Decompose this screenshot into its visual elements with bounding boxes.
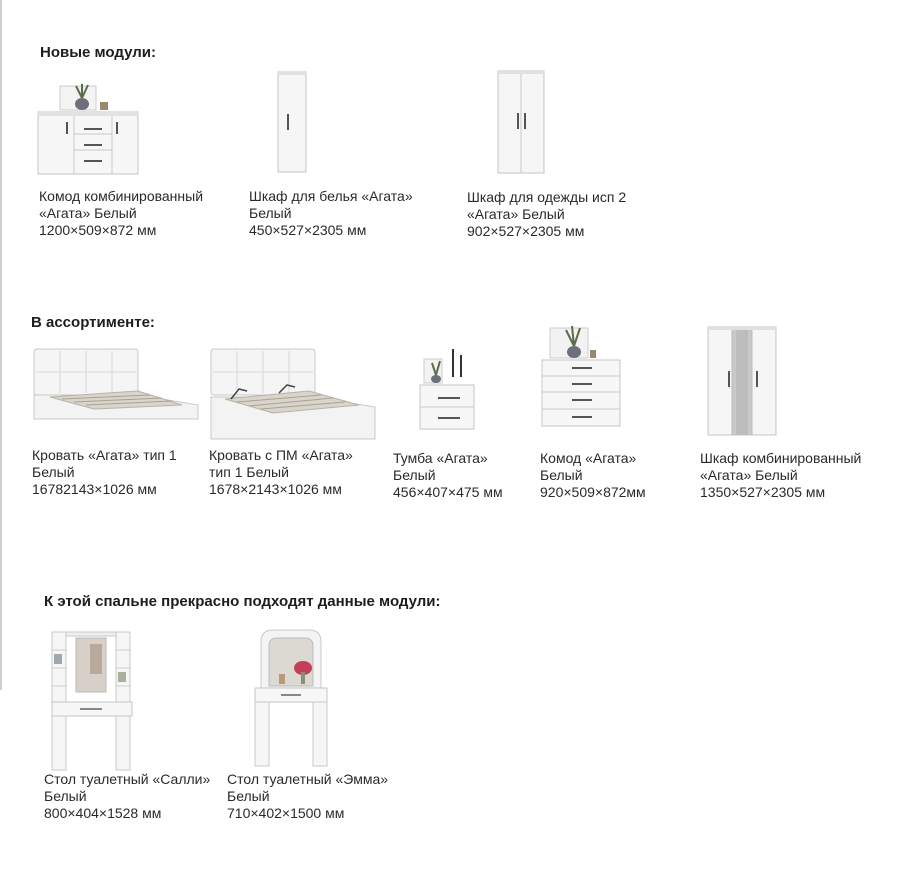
- product-dimensions: 920×509×872мм: [540, 484, 646, 500]
- product-name: Кровать с ПМ «Агата»: [209, 447, 353, 463]
- dressing-table-sally-icon: [50, 630, 134, 772]
- section-heading-in-stock: В ассортименте:: [31, 314, 155, 331]
- product-name: Стол туалетный «Эмма»: [227, 771, 389, 787]
- clothes-wardrobe-caption: [467, 189, 626, 240]
- linen-wardrobe-image: [276, 70, 308, 174]
- nightstand-icon: [418, 345, 476, 431]
- bed-lift-image: [209, 347, 377, 441]
- bed-icon: [32, 347, 200, 421]
- bed-image: [32, 347, 200, 421]
- product-color: «Агата» Белый: [39, 205, 137, 221]
- product-name: Шкаф комбинированный: [700, 450, 862, 466]
- dresser-icon: [540, 322, 622, 428]
- bed-lift-caption: [209, 447, 353, 498]
- combined-dresser-caption: [39, 188, 203, 239]
- product-name: Шкаф для одежды исп 2: [467, 189, 627, 205]
- product-dimensions: 800×404×1528 мм: [44, 805, 162, 821]
- linen-wardrobe-icon: [276, 70, 308, 174]
- product-dimensions: 710×402×1500 мм: [227, 805, 345, 821]
- bed-lift-icon: [209, 347, 377, 441]
- page-left-border: [0, 0, 2, 690]
- clothes-wardrobe-icon: [496, 69, 546, 175]
- clothes-wardrobe-image: [496, 69, 546, 175]
- product-dimensions: 902×527×2305 мм: [467, 223, 585, 239]
- dresser-image: [540, 322, 622, 428]
- bed-caption: [32, 447, 177, 498]
- combined-dresser-icon: [36, 82, 140, 176]
- product-dimensions: 456×407×475 мм: [393, 484, 503, 500]
- product-name: Стол туалетный «Салли»: [44, 771, 211, 787]
- product-name: Тумба «Агата»: [393, 450, 488, 466]
- product-color: Белый: [540, 467, 583, 483]
- product-dimensions: 1678×2143×1026 мм: [209, 481, 342, 497]
- product-dimensions: 450×527×2305 мм: [249, 222, 367, 238]
- nightstand-image: [418, 345, 476, 431]
- mirror-wardrobe-icon: [706, 325, 778, 437]
- product-name: Кровать «Агата» тип 1: [32, 447, 177, 463]
- product-color: Белый: [249, 205, 292, 221]
- product-color: Белый: [44, 788, 87, 804]
- dressing-table-emma-icon: [253, 628, 329, 768]
- product-dimensions: 1200×509×872 мм: [39, 222, 157, 238]
- dressing-table-sally-caption: [44, 771, 210, 822]
- nightstand-caption: [393, 450, 503, 501]
- section-heading-new-modules: Новые модули:: [40, 44, 156, 61]
- product-color: Белый: [32, 464, 75, 480]
- product-name: Комод комбинированный: [39, 188, 204, 204]
- product-color: Белый: [227, 788, 270, 804]
- dressing-table-emma-caption: [227, 771, 388, 822]
- product-name: Шкаф для белья «Агата»: [249, 188, 413, 204]
- product-dimensions: 16782143×1026 мм: [32, 481, 157, 497]
- mirror-wardrobe-caption: [700, 450, 861, 501]
- product-color: Белый: [393, 467, 436, 483]
- product-color: тип 1 Белый: [209, 464, 289, 480]
- product-color: «Агата» Белый: [700, 467, 798, 483]
- dresser-caption: [540, 450, 646, 501]
- linen-wardrobe-caption: [249, 188, 413, 239]
- section-heading-matching-modules: К этой спальне прекрасно подходят данные модули:: [44, 593, 441, 610]
- dressing-table-emma-image: [253, 628, 329, 768]
- product-name: Комод «Агата»: [540, 450, 637, 466]
- combined-dresser-image: [36, 82, 140, 176]
- product-color: «Агата» Белый: [467, 206, 565, 222]
- mirror-wardrobe-image: [706, 325, 778, 437]
- product-dimensions: 1350×527×2305 мм: [700, 484, 826, 500]
- dressing-table-sally-image: [50, 630, 134, 772]
